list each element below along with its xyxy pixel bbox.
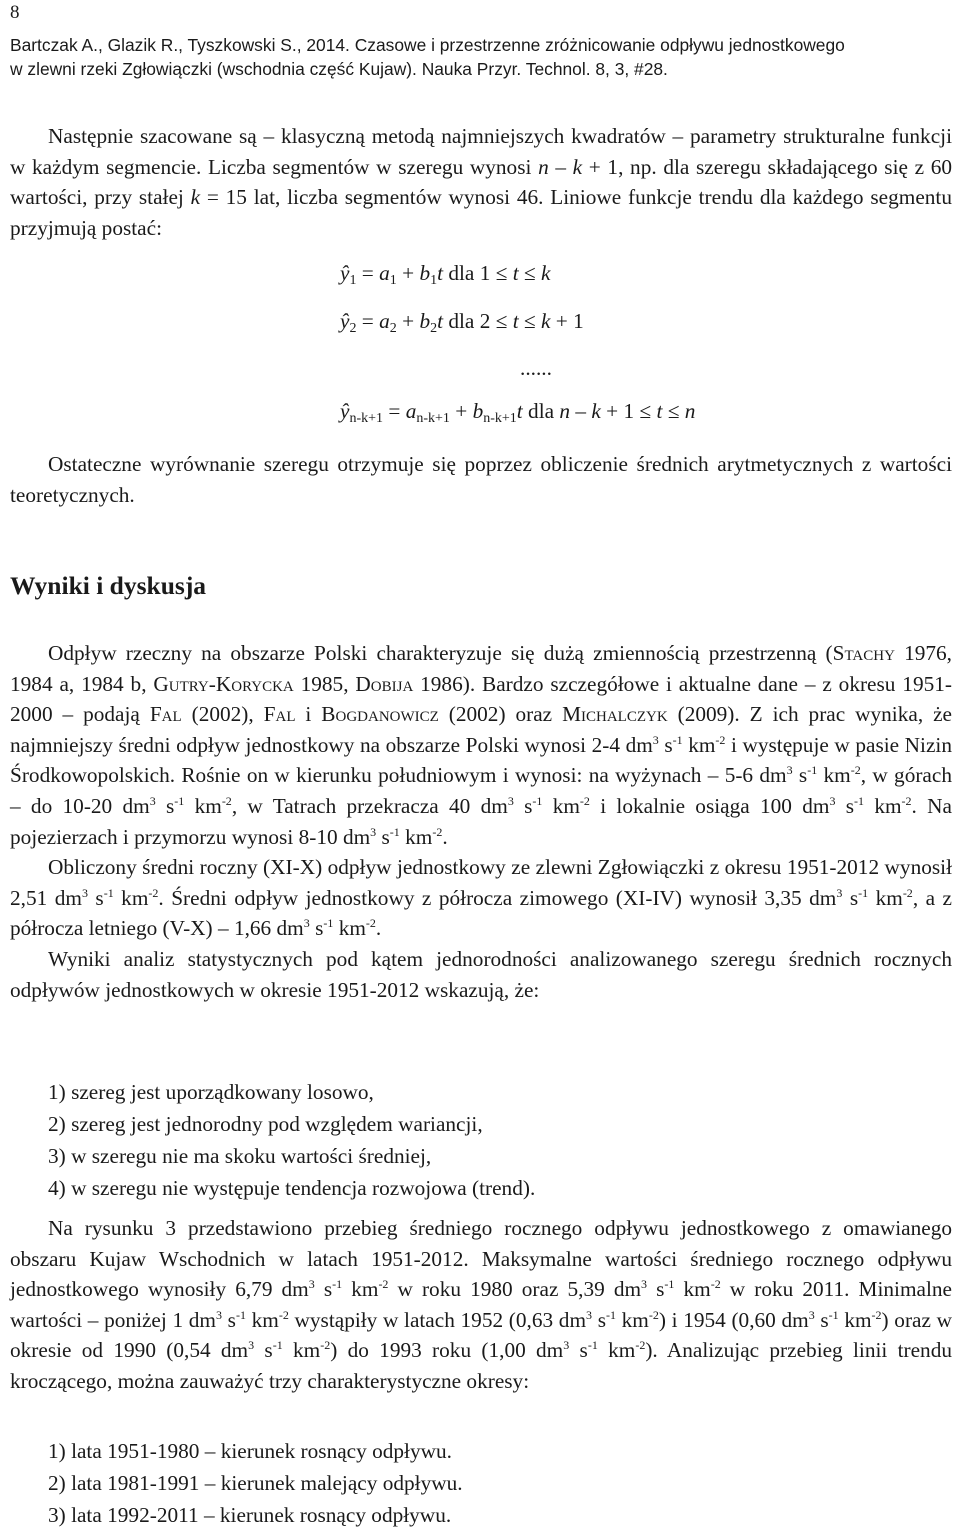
paragraph-figure-3: Na rysunku 3 przedstawiono przebieg średniego rocznego odpływu jednostkowego z omawianego obszaru Kujaw Wschodnich w latach 1951-2012. Maksymalne wartości średniego rocznego odpływu jednostkowego wynosiły 6,79 $dm^3$ $s^{-1}$ $km^{-2}$ w roku 1980 oraz 5,39 $dm^3$ $s^{-1}$ $km^{-2}$ w roku 2011. Minimalne wartości – poniżej 1 $dm^3$ $s^{-1}$ $km^{-2}$ wystąpiły w latach 1952 (0,63 $dm^3$ $s^{-1}$ $km^{-2}$) i 1954 (0,60 $dm^3$ $s^{-1}$ $km^{-2}$) oraz w okresie od 1990 (0,54 $dm^3$ $s^{-1}$ $km^{-2}$) do 1993 roku (1,00 $dm^3$ $s^{-1}$ $km^{-2}$). Analizując przebieg linii trendu kroczącego, można zauważyć trzy charakterystyczne okresy: (10, 1216, 953, 1393)
homogeneity-results-list (48, 1076, 535, 1204)
paragraph-mean-outflow: Obliczony średni roczny (XI-X) odpływ jednostkowy ze zlewni Zgłowiączki z okresu 1951-2012 wynosił 2,51 $dm^3$ $s^{-1}$ $km^{-2}$. Średni odpływ jednostkowy z półrocza zimowego (XI-IV) wynosił 3,35 $dm^3$ $s^{-1}$ $km^{-2}$, a z półrocza letniego (V-X) – 1,66 $dm^3$ $s^{-1}$ $km^{-2}$. (10, 855, 952, 941)
paragraph-final-alignment: Ostateczne wyrównanie szeregu otrzymuje się poprzez obliczenie średnich arytmetycznych z wartości teoretycznych. (10, 452, 952, 507)
list-item: 3) lata 1992-2011 – kierunek rosnący odpływu. (48, 1503, 452, 1527)
list-item: 1) lata 1951-1980 – kierunek rosnący odpływu. (48, 1439, 452, 1463)
list-item: 4) w szeregu nie występuje tendencja rozwojowa (trend). (48, 1176, 536, 1200)
list-item: 2) szereg jest jednorodny pod względem wariancji, (48, 1112, 483, 1136)
formula-segment-1: $ŷ_1 = a_1 + b_1t$ dla 1 ≤ t ≤ k (340, 261, 551, 288)
formula-ellipsis: ...... (520, 356, 552, 380)
list-item: 1) szereg jest uporządkowany losowo, (48, 1080, 374, 1104)
citation (10, 33, 952, 81)
paragraph-spatial-variability: Odpływ rzeczny na obszarze Polski charakteryzuje się dużą zmiennością przestrzenną (Stachy 1976, 1984 a, 1984 b, Gutry-Korycka 1985, Dobija 1986). Bardzo szczegółowe i aktualne dane – z okresu 1951-2000 – podają Fal (2002), Fal i Bogdanowicz (2002) oraz Michalczyk (2009). Z ich prac wynika, że najmniejszy średni odpływ jednostkowy na obszarze Polski wynosi 2-4 $dm^3$ $s^{-1}$ $km^{-2}$ i występuje w pasie Nizin Środkowopolskich. Rośnie on w kierunku południowym i wynosi: na wyżynach – 5-6 $dm^3$ $s^{-1}$ $km^{-2}$, w górach – do 10-20 $dm^3$ $s^{-1}$ $km^{-2}$, w Tatrach przekracza 40 $dm^3$ $s^{-1}$ $km^{-2}$ i lokalnie osiąga 100 $dm^3$ $s^{-1}$ $km^{-2}$. Na pojezierzach i przymorzu wynosi 8-10 $dm^3$ $s^{-1}$ $km^{-2}$. (10, 641, 953, 849)
page-number: 8 (10, 2, 20, 23)
trend-periods-list (48, 1435, 463, 1531)
citation-line-1: Bartczak A., Glazik R., Tyszkowski S., 2014. Czasowe i przestrzenne zróżnicowanie odpływu jednostkowego (10, 35, 845, 55)
results-text (10, 638, 952, 1005)
citation-line-2: w zlewni rzeki Zgłowiączki (wschodnia część Kujaw). Nauka Przyr. Technol. 8, 3, #28. (10, 59, 668, 79)
formula-segment-last: $ŷ_{n-k+1} = a_{n-k+1} + b_{n-k+1}t$ dla n – k + 1 ≤ t ≤ n (340, 399, 696, 426)
section-heading: Wyniki i dyskusja (10, 571, 207, 600)
paragraph-statistical-analysis: Wyniki analiz statystycznych pod kątem jednorodności analizowanego szeregu średnich rocznych odpływów jednostkowych w okresie 1951-2012 wskazują, że: (10, 946, 952, 1002)
paragraph-methodology: Następnie szacowane są – klasyczną metodą najmniejszych kwadratów – parametry strukturalne funkcji w każdym segmencie. Liczba segmentów w szeregu wynosi n – k + 1, np. dla szeregu składającego się z 60 wartości, przy stałej k = 15 lat, liczba segmentów wynosi 46. Liniowe funkcje trendu dla każdego segmentu przyjmują postać: (10, 124, 953, 240)
formula-segment-2: $ŷ_2 = a_2 + b_2t$ dla 2 ≤ t ≤ k + 1 (340, 309, 584, 336)
list-item: 3) w szeregu nie ma skoku wartości średniej, (48, 1144, 432, 1168)
list-item: 2) lata 1981-1991 – kierunek malejący odpływu. (48, 1471, 463, 1495)
